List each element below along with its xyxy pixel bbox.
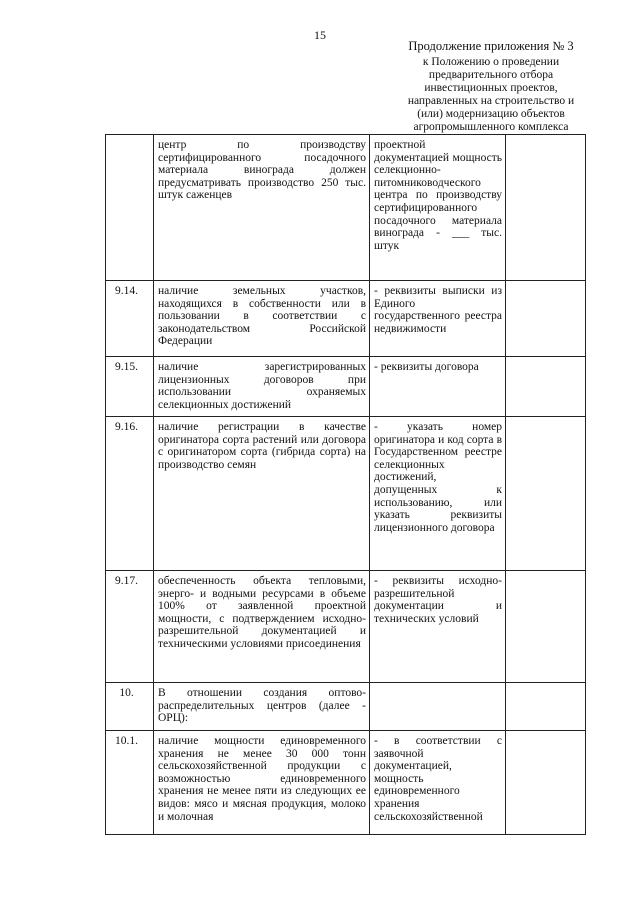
table-row xyxy=(106,135,586,281)
criterion-cell: наличие зарегистрированных лицензионных договоров при использовании охраняемых селекционных достижений xyxy=(154,357,370,417)
row-number: 10. xyxy=(106,683,154,731)
row-number: 9.15. xyxy=(106,357,154,417)
appendix-line: (или) модернизацию объектов xyxy=(417,108,565,120)
criteria-table xyxy=(105,134,586,835)
criterion-cell: наличие земельных участков, находящихся в собственности или в пользовании в соответствии с законодательством Российской Федерации xyxy=(154,281,370,357)
extra-cell xyxy=(506,417,586,571)
table-row xyxy=(106,281,586,357)
table-row xyxy=(106,417,586,571)
document-cell: - реквизиты договора xyxy=(370,357,506,417)
document-cell: - в соответствии с заявочной документацией, мощность единовременного хранения сельскохозяйственной xyxy=(370,731,506,835)
extra-cell xyxy=(506,281,586,357)
appendix-line: к Положению о проведении xyxy=(422,56,560,68)
criterion-cell: В отношении создания оптово-распределительных центров (далее - ОРЦ): xyxy=(154,683,370,731)
document-cell: - указать номер оригинатора и код сорта в Государственном реестре селекционных достижений, допущенных к использованию, или указать реквизиты лицензионного договора xyxy=(370,417,506,571)
document-cell xyxy=(370,683,506,731)
extra-cell xyxy=(506,357,586,417)
appendix-line: предварительного отбора xyxy=(428,69,554,81)
extra-cell xyxy=(506,571,586,683)
table-row xyxy=(106,683,586,731)
document-cell: проектной документацией мощность селекционно-питомниководческого центра по производству сертифицированного посадочного материала винограда - ___ тыс. штук xyxy=(370,135,506,281)
row-number xyxy=(106,135,154,281)
extra-cell xyxy=(506,135,586,281)
page-number: 15 xyxy=(314,28,326,42)
criterion-cell: наличие мощности единовременного хранения не менее 30 000 тонн сельскохозяйственной продукции с возможностью единовременного хранения не менее пяти из следующих ее видов: мясо и мясная продукция, молоко и молочная xyxy=(154,731,370,835)
appendix-line: агропромышленного комплекса xyxy=(413,121,569,133)
criterion-cell: наличие регистрации в качестве оригинатора сорта растений или договора с оригинатором сорта (гибрида сорта) на производство семян xyxy=(154,417,370,571)
row-number: 9.17. xyxy=(106,571,154,683)
appendix-line: инвестиционных проектов, xyxy=(424,82,558,94)
document-cell: - реквизиты исходно-разрешительной документации и технических условий xyxy=(370,571,506,683)
criterion-cell: центр по производству сертифицированного посадочного материала винограда должен предусматривать производство 250 тыс. штук саженцев xyxy=(154,135,370,281)
table-row xyxy=(106,731,586,835)
extra-cell xyxy=(506,683,586,731)
row-number: 9.16. xyxy=(106,417,154,571)
criterion-cell: обеспеченность объекта тепловыми, энерго- и водными ресурсами в объеме 100% от заявленной проектной мощности, с подтверждением исходно-разрешительной документацией и техническими условиями присоединения xyxy=(154,571,370,683)
row-number: 9.14. xyxy=(106,281,154,357)
table-row xyxy=(106,571,586,683)
appendix-title: Продолжение приложения № 3 xyxy=(408,39,574,53)
appendix-line: направленных на строительство и xyxy=(407,95,575,107)
appendix-header xyxy=(376,40,606,134)
document-cell: - реквизиты выписки из Единого государственного реестра недвижимости xyxy=(370,281,506,357)
table-row xyxy=(106,357,586,417)
extra-cell xyxy=(506,731,586,835)
row-number: 10.1. xyxy=(106,731,154,835)
